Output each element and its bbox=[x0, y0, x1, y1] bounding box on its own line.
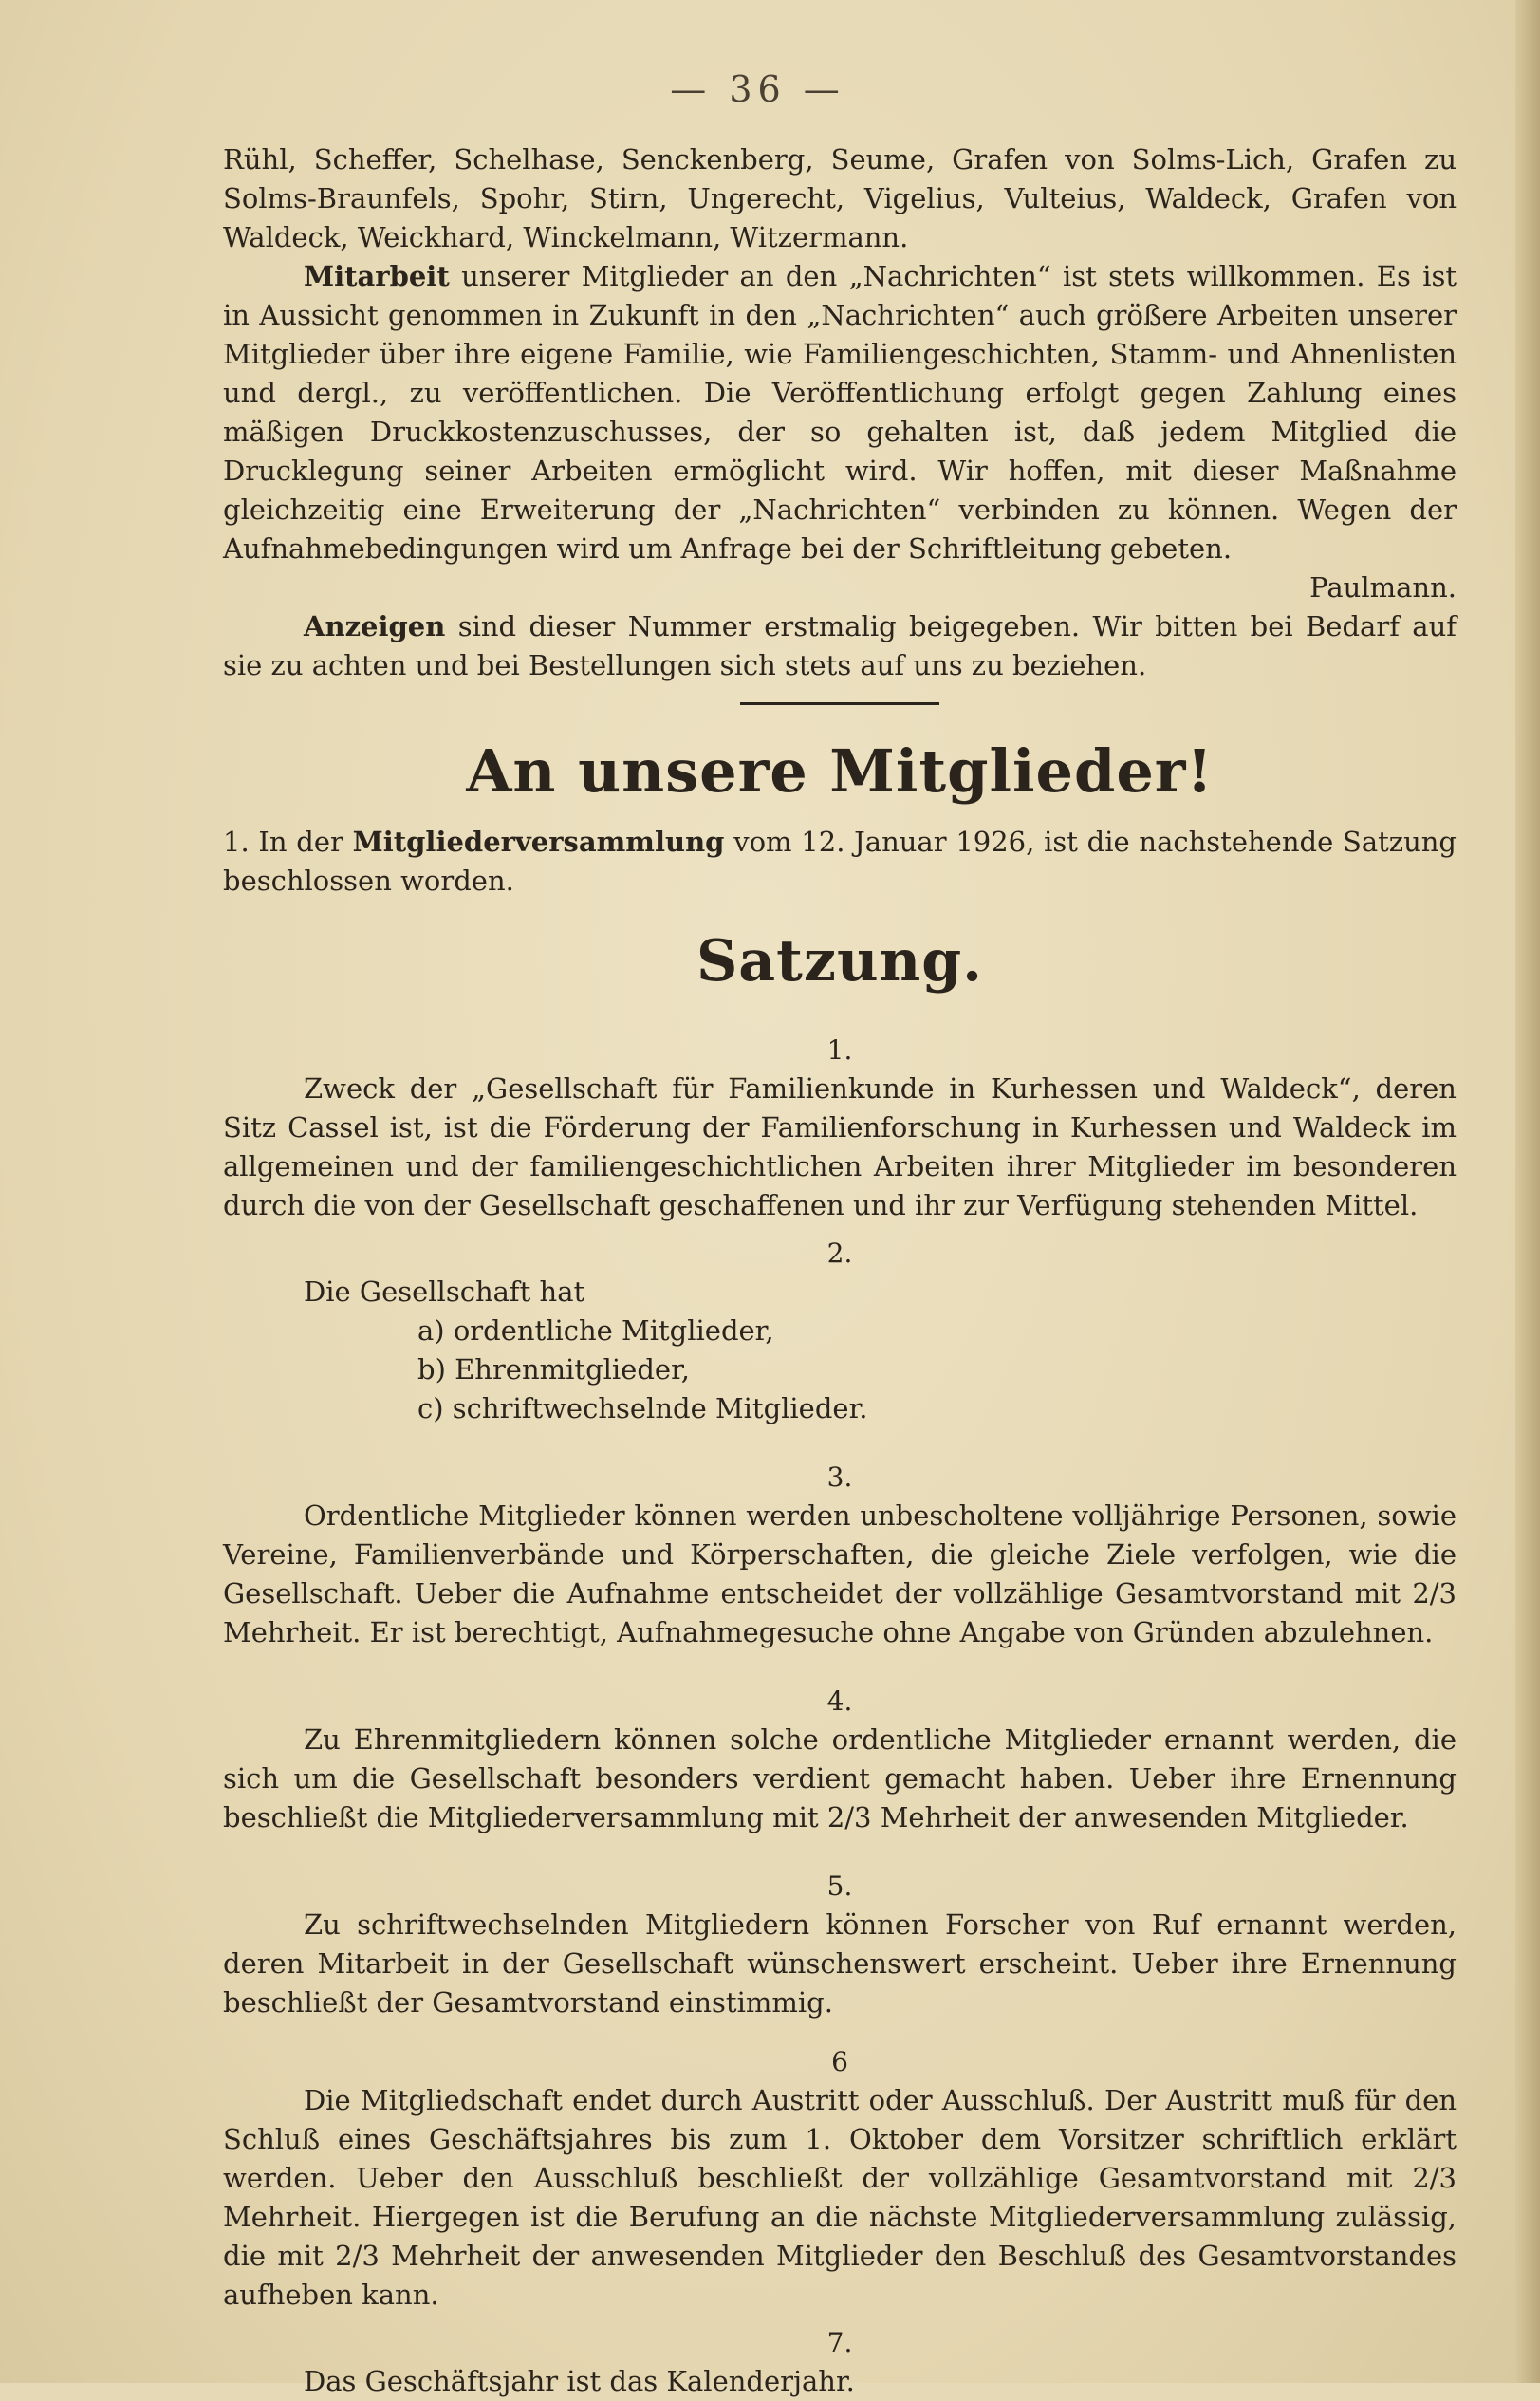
section-2-item-c: c) schriftwechselnde Mitglieder. bbox=[417, 1392, 868, 1424]
page-number: — 36 — bbox=[670, 68, 845, 110]
section-7-text: Das Geschäftsjahr ist das Kalenderjahr. bbox=[304, 2365, 855, 2397]
section-1-number: 1. bbox=[826, 1034, 853, 1066]
page-content bbox=[223, 140, 1457, 2401]
satzung-heading: Satzung. bbox=[696, 928, 984, 995]
announcement-suffix: vom 12. Januar 1926, ist die nachstehende Satzung beschlossen worden. bbox=[223, 826, 1457, 897]
section-7-number: 7. bbox=[826, 2327, 853, 2358]
section-divider bbox=[740, 702, 939, 705]
section-2-intro: Die Gesellschaft hat bbox=[304, 1275, 585, 1308]
anzeigen-paragraph bbox=[223, 607, 1457, 685]
section-1-text: Zweck der „Gesellschaft für Familienkunde in Kurhessen und Waldeck“, deren Sitz Cassel ist, ist die Förderung der Familienforschung in Kurhessen und Waldeck im allgemeinen und der familiengeschichtlichen Arbeiten ihrer Mitglieder im besonderen durch die von der Gesellschaft geschaffenen und ihr zur Verfügung stehenden Mittel. bbox=[223, 1072, 1457, 1221]
names-paragraph: Rühl, Scheffer, Schelhase, Senckenberg, Seume, Grafen von Solms-Lich, Grafen zu Solms-Braunfels, Spohr, Stirn, Ungerecht, Vigelius, Vulteius, Waldeck, Grafen von Waldeck, Weickhard, Winckelmann, Witzermann. bbox=[223, 143, 1457, 253]
section-6-text: Die Mitgliedschaft endet durch Austritt oder Ausschluß. Der Austritt muß für den Schluß eines Geschäftsjahres bis zum 1. Oktober dem Vorsitzer schriftlich erklärt werden. Ueber den Ausschluß beschließt der vollzählige Gesamtvorstand mit 2/3 Mehrheit. Hiergegen ist die Berufung an die nächste Mitgliederversammlung zulässig, die mit 2/3 Mehrheit der anwesenden Mitglieder den Beschluß des Gesamtvorstandes aufheben kann. bbox=[223, 2084, 1457, 2311]
section-2-item-b: b) Ehrenmitglieder, bbox=[417, 1353, 690, 1386]
announcement-paragraph bbox=[223, 823, 1457, 901]
section-5-number: 5. bbox=[826, 1871, 853, 1902]
section-5-text: Zu schriftwechselnden Mitgliedern können Forscher von Ruf ernannt werden, deren Mitarbeit in der Gesellschaft wünschenswert erscheint. Ueber ihre Ernennung beschließt der Gesamtvorstand einstimmig. bbox=[223, 1908, 1457, 2019]
anzeigen-text: sind dieser Nummer erstmalig beigegeben. Wir bitten bei Bedarf auf sie zu achten und bei Bestellungen sich stets auf uns zu beziehen. bbox=[223, 610, 1457, 681]
section-3-text: Ordentliche Mitglieder können werden unbescholtene volljährige Personen, sowie Vereine, Familienverbände und Körperschaften, die gleiche Ziele verfolgen, wie die Gesellschaft. Ueber die Aufnahme entscheidet der vollzählige Gesamtvorstand mit 2/3 Mehrheit. Er ist berechtigt, Aufnahmegesuche ohne Angabe von Gründen abzulehnen. bbox=[223, 1499, 1457, 1648]
mitarbeit-label: Mitarbeit bbox=[304, 260, 450, 292]
section-2-item-a: a) ordentliche Mitglieder, bbox=[417, 1314, 774, 1347]
main-heading: An unsere Mitglieder! bbox=[466, 736, 1214, 806]
mitarbeit-text: unserer Mitglieder an den „Nachrichten“ ist stets willkommen. Es ist in Aussicht genommen in Zukunft in den „Nachrichten“ auch größere Arbeiten unserer Mitglieder über ihre eigene Familie, wie Familiengeschichten, Stamm- und Ahnenlisten und dergl., zu veröffentlichen. Die Veröffentlichung erfolgt gegen Zahlung eines mäßigen Druckkostenzuschusses, der so gehalten ist, daß jedem Mitglied die Drucklegung seiner Arbeiten ermöglicht wird. Wir hoffen, mit dieser Maßnahme gleichzeitig eine Erweiterung der „Nachrichten“ verbinden zu können. Wegen der Aufnahmebedingungen wird um Anfrage bei der Schriftleitung gebeten. bbox=[223, 260, 1457, 565]
section-4-number: 4. bbox=[826, 1685, 853, 1717]
section-4-text: Zu Ehrenmitgliedern können solche ordentliche Mitglieder ernannt werden, die sich um die Gesellschaft besonders verdient gemacht haben. Ueber ihre Ernennung beschließt die Mitgliederversammlung mit 2/3 Mehrheit der anwesenden Mitglieder. bbox=[223, 1723, 1457, 1833]
anzeigen-label: Anzeigen bbox=[304, 610, 446, 642]
announcement-prefix: 1. In der bbox=[223, 826, 353, 858]
section-2-number: 2. bbox=[826, 1238, 853, 1269]
page-edge bbox=[1515, 0, 1540, 2383]
signature: Paulmann. bbox=[1309, 571, 1457, 604]
section-3-number: 3. bbox=[826, 1461, 853, 1493]
announcement-bold: Mitgliederversammlung bbox=[352, 826, 725, 858]
section-6-number: 6 bbox=[831, 2046, 848, 2077]
mitarbeit-paragraph bbox=[223, 257, 1457, 568]
